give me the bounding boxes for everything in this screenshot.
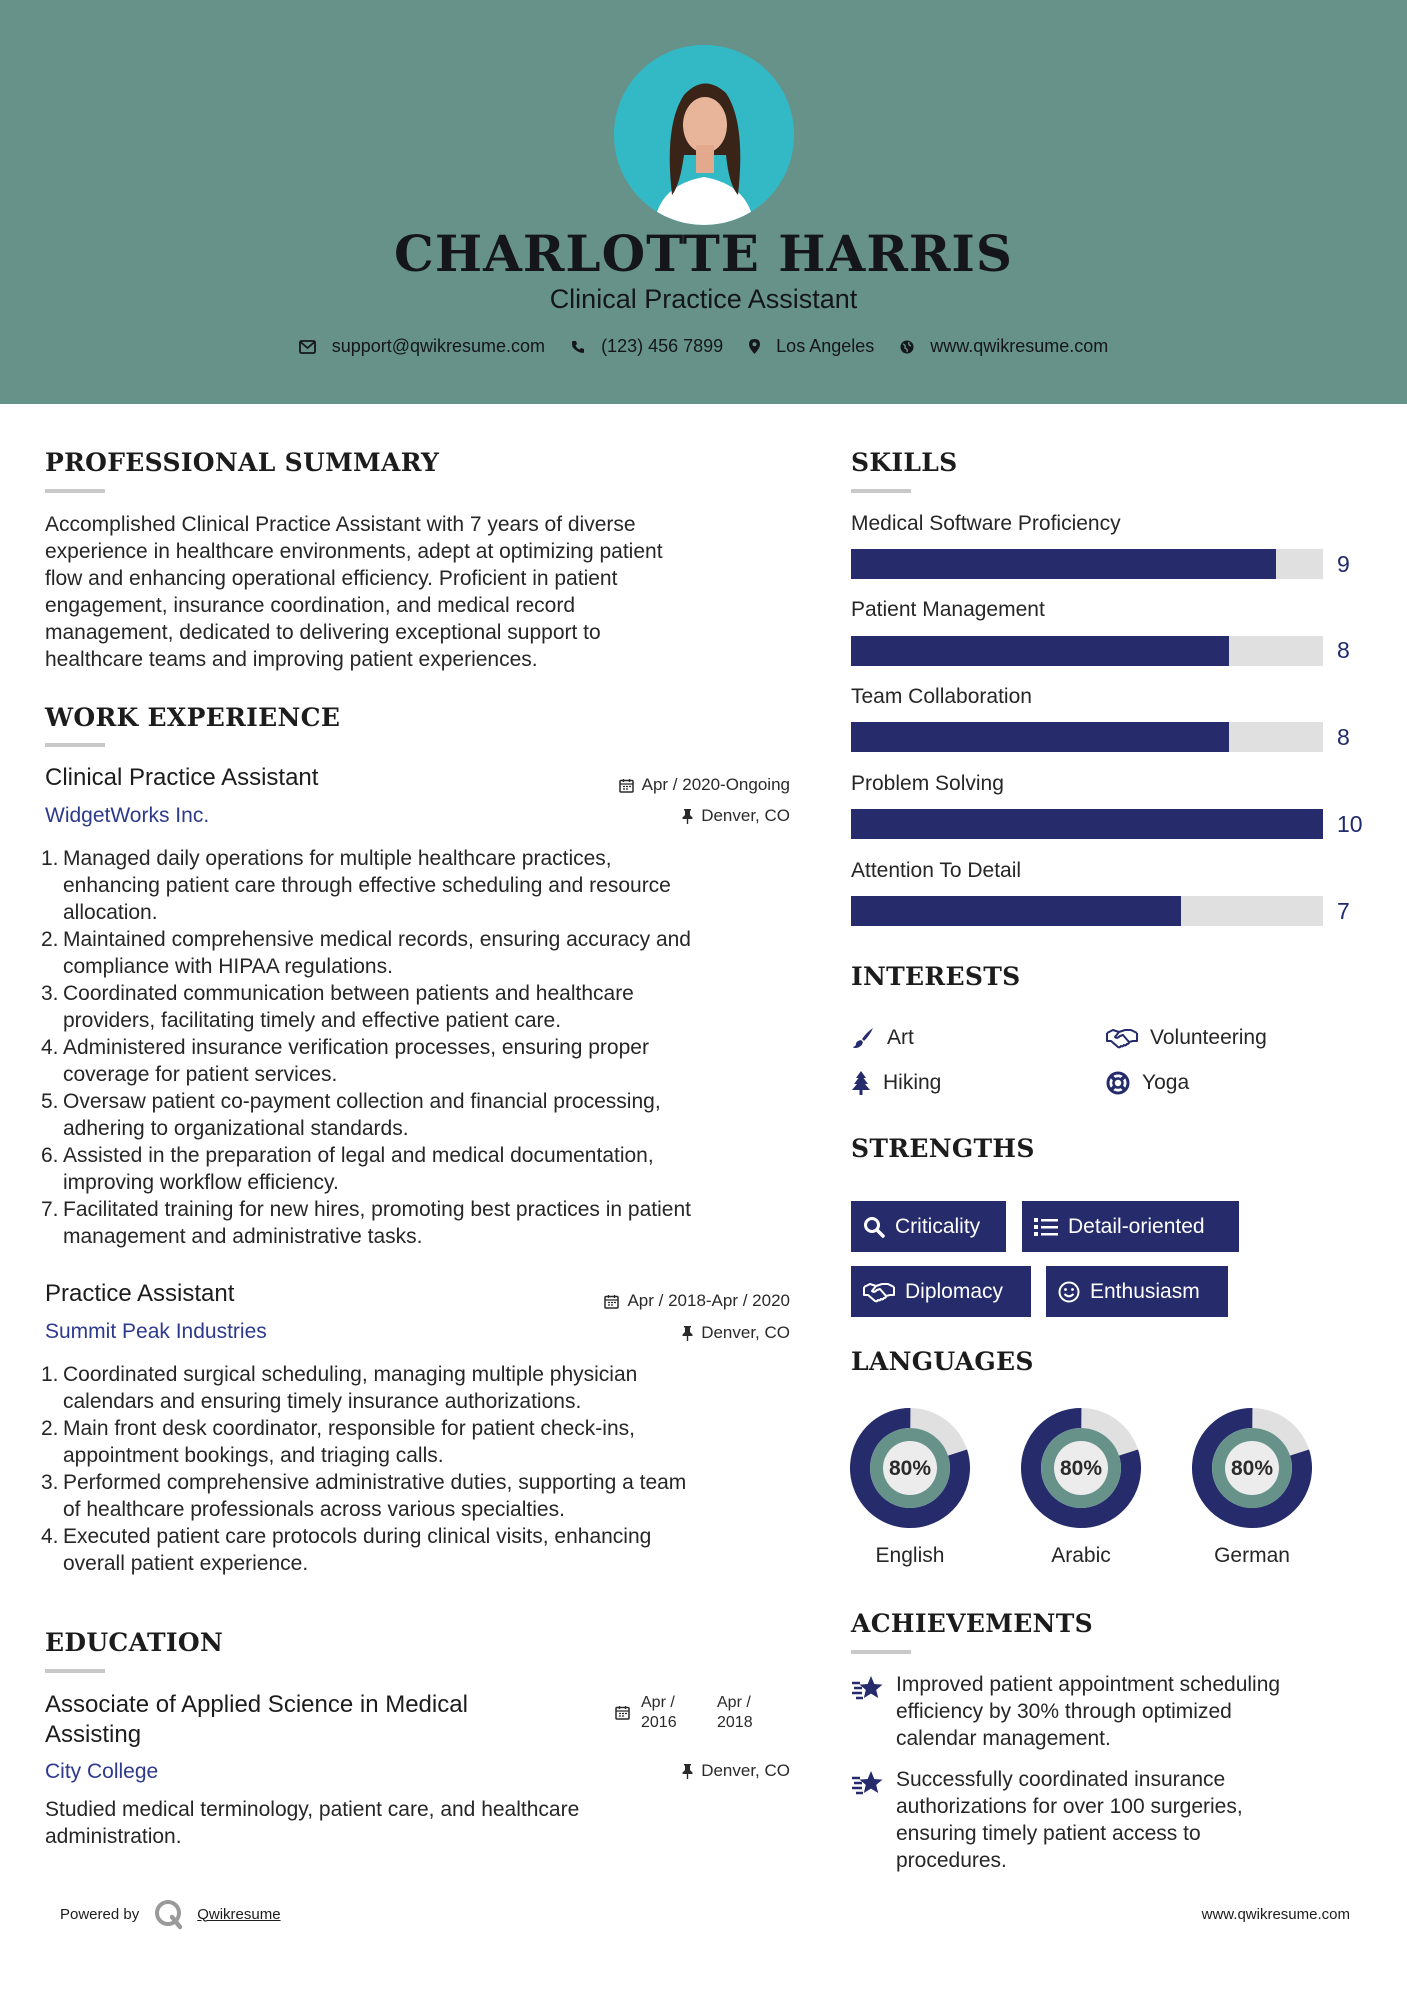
skill-bar-fill — [851, 809, 1323, 839]
language-ring — [848, 1406, 972, 1530]
smile-icon — [1058, 1281, 1080, 1303]
contact-website[interactable] — [900, 336, 1108, 357]
strength-label: Enthusiasm — [1090, 1279, 1200, 1303]
job-title: Clinical Practice Assistant — [45, 764, 319, 791]
calendar-icon — [619, 778, 634, 793]
job-location — [560, 1323, 790, 1343]
list-item: 3. Performed comprehensive administrative duties, supporting a team of healthcare professionals across various specialties. — [41, 1471, 687, 1521]
pushpin-icon — [682, 1326, 693, 1341]
list-item: 4. Executed patient care protocols during clinical visits, enhancing overall patient experience. — [41, 1525, 652, 1575]
skill-bar — [851, 809, 1323, 839]
job-dates — [540, 1291, 790, 1311]
list-icon — [1034, 1217, 1058, 1237]
strength-pill — [1046, 1266, 1228, 1317]
contact-bar — [0, 336, 1407, 357]
education-description: Studied medical terminology, patient care, and healthcare administration. — [45, 1798, 580, 1848]
skill-bar — [851, 549, 1323, 579]
summary-line: engagement, insurance coordination, and medical record — [45, 594, 575, 617]
skill-bar-fill — [851, 722, 1229, 752]
list-item: 5. Oversaw patient co-payment collection and financial processing, adhering to organizational standards. — [41, 1090, 661, 1140]
skill-value: 10 — [1337, 811, 1363, 837]
skills-heading: SKILLS — [851, 448, 958, 477]
handshake-icon — [863, 1281, 895, 1303]
skill-value: 8 — [1337, 637, 1350, 663]
skill-value: 9 — [1337, 551, 1350, 577]
skill-label: Team Collaboration — [851, 685, 1032, 708]
pushpin-icon — [682, 1764, 693, 1779]
skill-bar-fill — [851, 549, 1276, 579]
job-dates-text: Apr / 2020-Ongoing — [641, 775, 790, 794]
handshake-icon — [1106, 1027, 1138, 1049]
strength-pill — [851, 1266, 1031, 1317]
skill-bar-fill — [851, 896, 1181, 926]
pushpin-icon — [682, 809, 693, 824]
job-location-text: Denver, CO — [701, 1323, 790, 1342]
interest-label: Art — [887, 1026, 914, 1049]
skill-value: 8 — [1337, 724, 1350, 750]
ring-percent: 80% — [888, 1457, 932, 1480]
interest-label: Hiking — [883, 1071, 942, 1094]
map-pin-icon — [749, 339, 760, 354]
contact-phone[interactable] — [571, 336, 723, 357]
education-heading: EDUCATION — [45, 1628, 224, 1657]
ring-percent: 80% — [1059, 1457, 1103, 1480]
list-item: 2. Main front desk coordinator, responsible for patient check-ins, appointment bookings, and triaging calls. — [41, 1417, 635, 1467]
list-item: 6. Assisted in the preparation of legal and medical documentation, improving workflow efficiency. — [41, 1144, 654, 1194]
candidate-title: Clinical Practice Assistant — [549, 284, 858, 314]
phone-icon — [571, 340, 585, 354]
language-label: English — [875, 1544, 945, 1567]
interest-item — [1106, 1026, 1267, 1050]
list-item: 4. Administered insurance verification processes, ensuring proper coverage for patient services. — [41, 1036, 649, 1086]
job-duties-list — [41, 1361, 795, 1577]
skills-rule — [851, 489, 911, 493]
job-title: Practice Assistant — [45, 1280, 235, 1307]
skill-label: Problem Solving — [851, 772, 1004, 795]
footer-powered-by — [60, 1898, 281, 1930]
powered-by-text: Powered by — [60, 1905, 140, 1923]
skill-bar — [851, 636, 1323, 666]
language-ring — [1190, 1406, 1314, 1530]
summary-text — [45, 511, 785, 673]
skill-label: Medical Software Proficiency — [851, 512, 1121, 535]
education-end: Apr / 2018 — [717, 1694, 753, 1731]
contact-phone-text: (123) 456 7899 — [601, 336, 724, 356]
lifering-icon — [1106, 1071, 1130, 1095]
skill-value: 7 — [1337, 898, 1350, 924]
summary-line: healthcare teams and improving patient experiences. — [45, 648, 538, 671]
star-icon — [851, 1675, 884, 1703]
header-banner — [0, 0, 1407, 404]
skill-label: Attention To Detail — [851, 859, 1022, 882]
language-ring — [1019, 1406, 1143, 1530]
job-company: WidgetWorks Inc. — [45, 804, 210, 827]
interest-item — [851, 1026, 914, 1050]
contact-website-text: www.qwikresume.com — [930, 336, 1109, 356]
contact-location-text: Los Angeles — [776, 336, 875, 356]
education-rule — [45, 1669, 105, 1673]
achievements-rule — [851, 1650, 911, 1654]
achievement-text: Successfully coordinated insurance authorizations for over 100 surgeries, ensuring timely patient access to procedures. — [896, 1768, 1243, 1872]
achievement-text: Improved patient appointment scheduling efficiency by 30% through optimized calendar management. — [896, 1673, 1281, 1750]
strength-pill — [1022, 1201, 1239, 1252]
skill-bar — [851, 896, 1323, 926]
education-start: Apr / 2016 — [641, 1694, 677, 1731]
qwikresume-link[interactable]: Qwikresume — [197, 1905, 281, 1923]
education-dates — [615, 1693, 753, 1733]
skill-label: Patient Management — [851, 598, 1045, 621]
achievements-heading: ACHIEVEMENTS — [851, 1609, 1093, 1638]
interest-label: Volunteering — [1150, 1026, 1267, 1049]
strength-label: Detail-oriented — [1068, 1214, 1205, 1238]
job-company: Summit Peak Industries — [45, 1320, 267, 1343]
summary-line: flow and enhancing operational efficiency. Proficient in patient — [45, 567, 618, 590]
search-icon — [863, 1216, 885, 1238]
job-dates-text: Apr / 2018-Apr / 2020 — [627, 1291, 790, 1310]
job-duties-list — [41, 845, 795, 1250]
experience-rule — [45, 743, 105, 747]
candidate-name: CHARLOTTE HARRIS — [394, 224, 1013, 283]
experience-heading: WORK EXPERIENCE — [45, 703, 341, 732]
list-item: 7. Facilitated training for new hires, promoting best practices in patient management and administrative tasks. — [41, 1198, 691, 1248]
job-location — [560, 806, 790, 826]
degree-title: Associate of Applied Science in Medical Assisting — [45, 1691, 468, 1748]
calendar-icon — [615, 1705, 630, 1720]
skill-bar-fill — [851, 636, 1229, 666]
strength-label: Diplomacy — [905, 1279, 1004, 1303]
language-label: German — [1214, 1544, 1290, 1567]
footer-site[interactable]: www.qwikresume.com — [1201, 1906, 1350, 1923]
globe-icon — [900, 340, 914, 354]
list-item: 1. Coordinated surgical scheduling, managing multiple physician calendars and ensuring timely insurance authorizations. — [41, 1363, 638, 1413]
job-location-text: Denver, CO — [701, 806, 790, 825]
list-item: 1. Managed daily operations for multiple healthcare practices, enhancing patient care through effective scheduling and resource allocation. — [41, 847, 671, 924]
summary-heading: PROFESSIONAL SUMMARY — [45, 448, 440, 477]
strength-pill — [851, 1201, 1006, 1252]
tree-icon — [851, 1071, 871, 1095]
profile-photo — [614, 45, 794, 225]
education-location — [560, 1761, 790, 1781]
ring-percent: 80% — [1230, 1457, 1274, 1480]
languages-heading: LANGUAGES — [851, 1347, 1034, 1376]
interest-label: Yoga — [1142, 1071, 1190, 1094]
interest-item — [1106, 1071, 1189, 1095]
achievement-item — [851, 1766, 1351, 1874]
contact-email-text: support@qwikresume.com — [331, 336, 546, 356]
list-item: 3. Coordinated communication between patients and healthcare providers, facilitating timely and effective patient care. — [41, 982, 634, 1032]
paintbrush-icon — [851, 1026, 875, 1050]
summary-rule — [45, 489, 105, 493]
interest-item — [851, 1071, 941, 1095]
contact-email[interactable] — [299, 336, 545, 357]
skill-bar — [851, 722, 1323, 752]
interests-heading: INTERESTS — [851, 962, 1021, 991]
achievement-item — [851, 1671, 1351, 1752]
summary-line: experience in healthcare environments, adept at optimizing patient — [45, 540, 663, 563]
summary-line: management, dedicated to delivering exceptional support to — [45, 621, 601, 644]
envelope-icon — [299, 340, 316, 354]
qwikresume-logo-icon — [153, 1898, 185, 1930]
strength-label: Criticality — [895, 1214, 981, 1238]
strengths-heading: STRENGTHS — [851, 1134, 1035, 1163]
star-icon — [851, 1770, 884, 1798]
job-dates — [560, 775, 790, 795]
education-location-text: Denver, CO — [701, 1761, 790, 1780]
contact-location — [749, 336, 874, 357]
education-school: City College — [45, 1760, 159, 1783]
calendar-icon — [604, 1294, 619, 1309]
summary-line: Accomplished Clinical Practice Assistant with 7 years of diverse — [45, 513, 636, 536]
list-item: 2. Maintained comprehensive medical records, ensuring accuracy and compliance with HIPAA regulations. — [41, 928, 691, 978]
language-label: Arabic — [1051, 1544, 1111, 1567]
